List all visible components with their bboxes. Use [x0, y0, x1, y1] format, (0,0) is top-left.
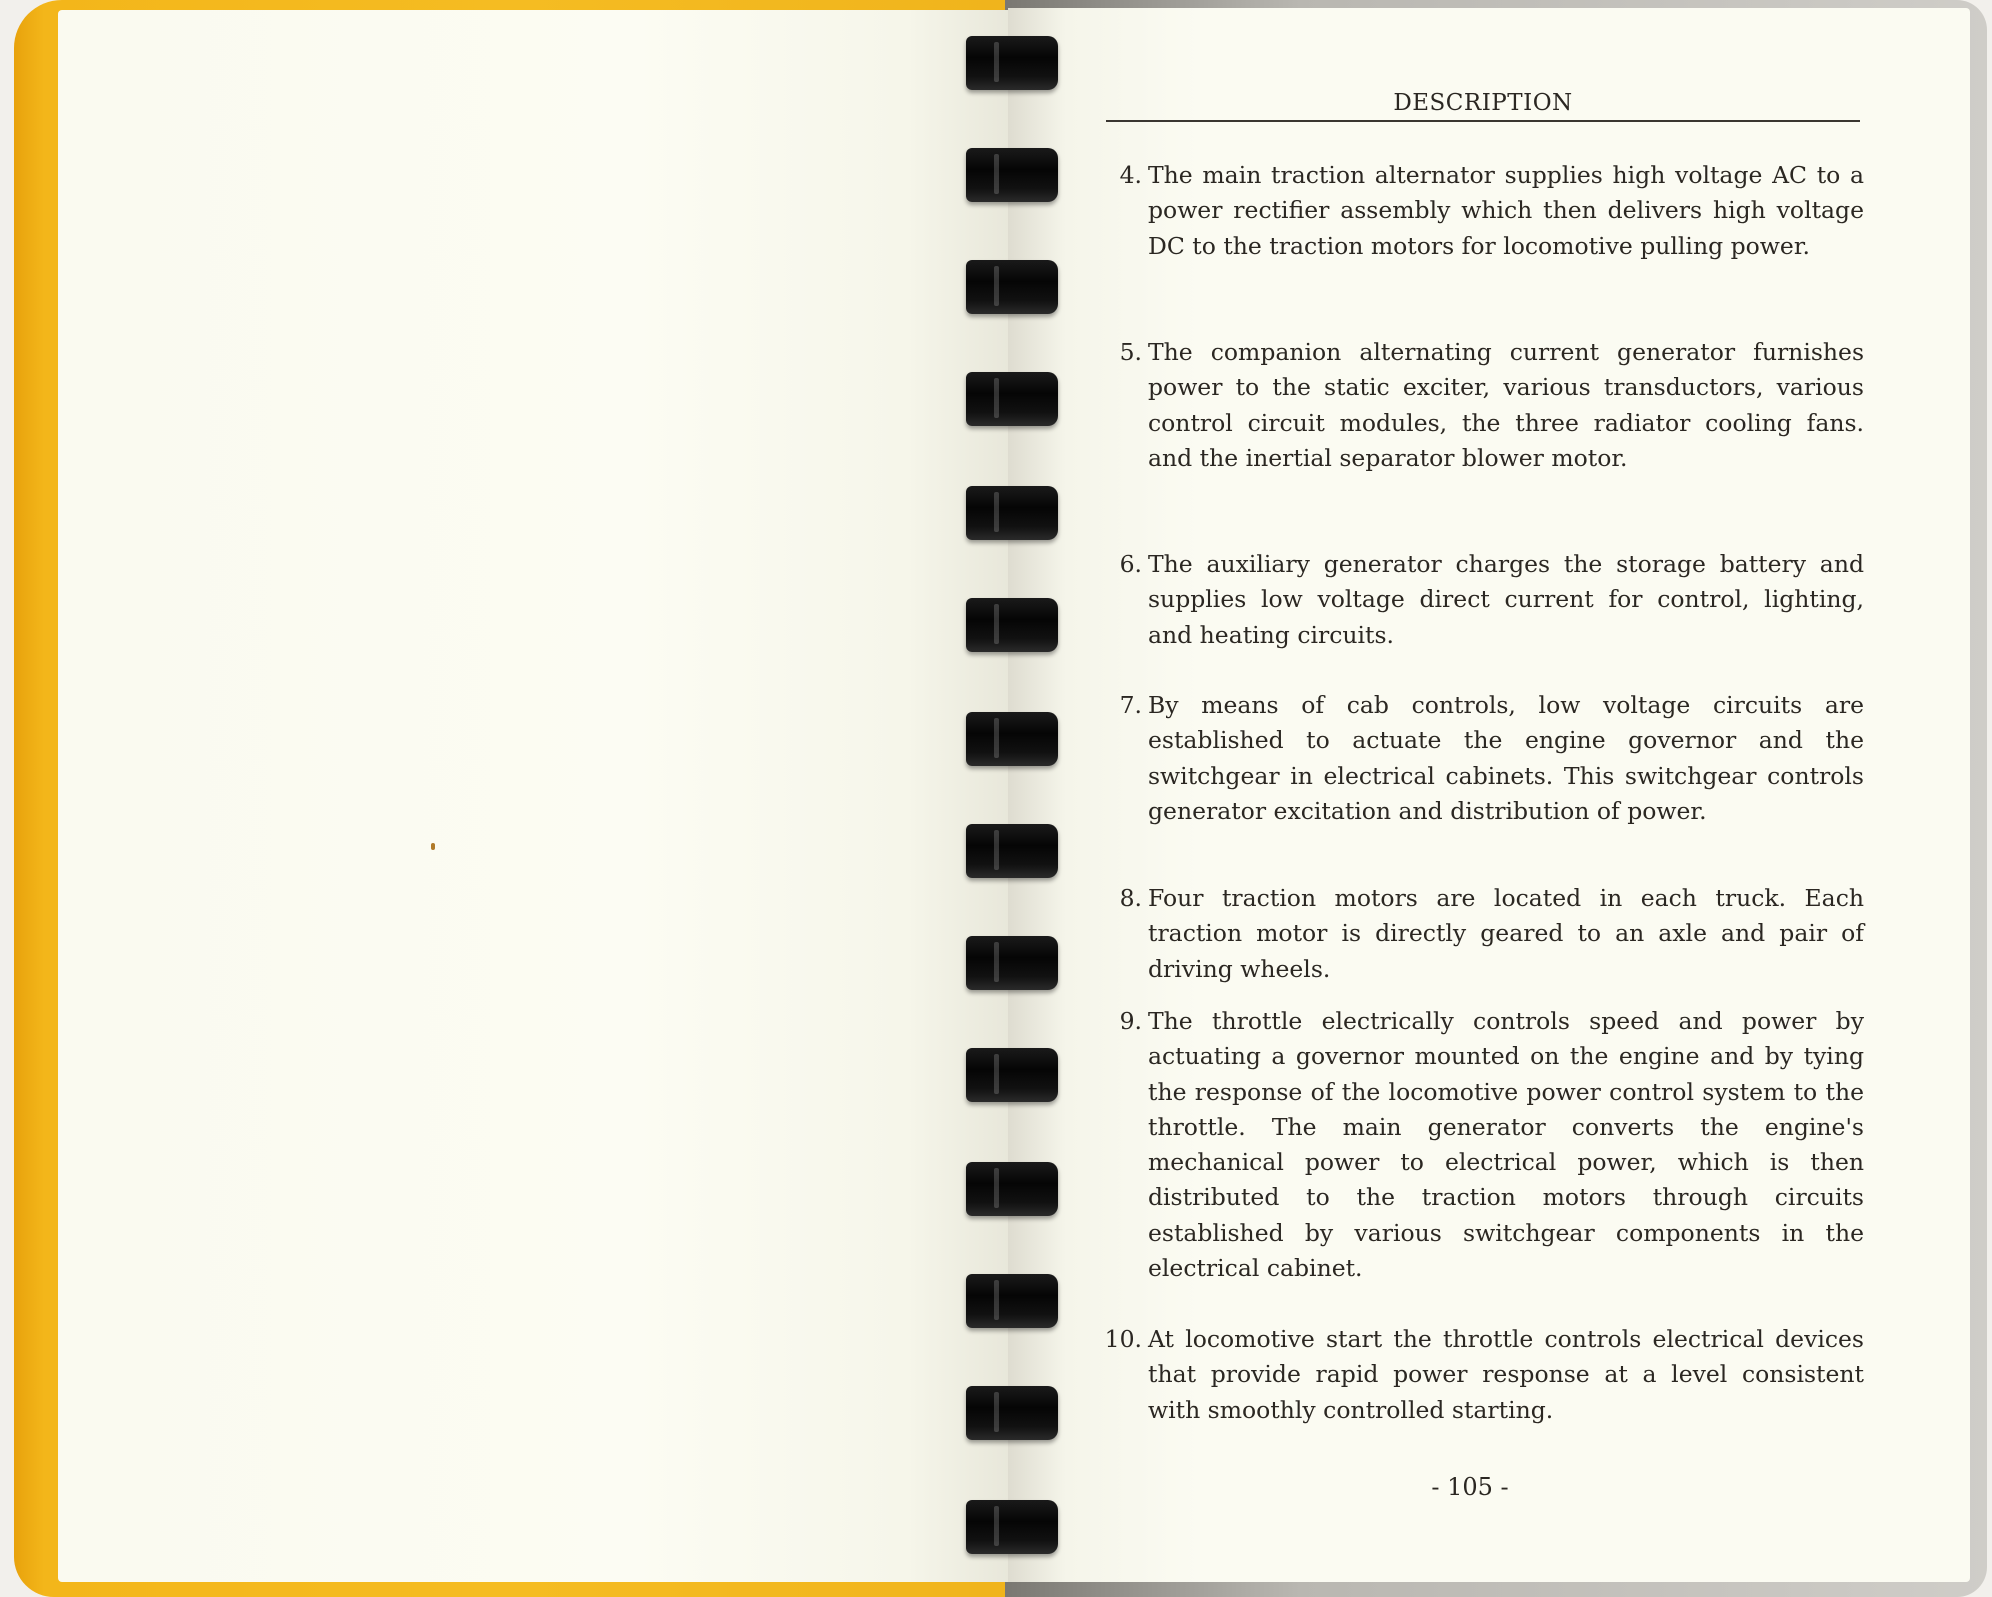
- list-item: [1096, 1322, 1866, 1428]
- binding-ring: [966, 598, 1058, 652]
- binding-ring: [966, 260, 1058, 314]
- spiral-binding: [950, 0, 1070, 1597]
- list-item: [1096, 335, 1866, 476]
- item-text: The companion alternating current generator furnishes power to the static exciter, various transductors, various control circuit modules, the three radiator cooling fans. and the inertial separator blower motor.: [1148, 338, 1864, 472]
- binding-ring: [966, 1386, 1058, 1440]
- blank-left-page: [58, 10, 1022, 1582]
- binding-ring: [966, 148, 1058, 202]
- binding-ring: [966, 824, 1058, 878]
- binding-ring: [966, 1500, 1058, 1554]
- binding-ring: [966, 1048, 1058, 1102]
- list-item: [1096, 688, 1866, 829]
- item-number: 6.: [1119, 550, 1142, 578]
- binding-ring: [966, 36, 1058, 90]
- list-item: [1096, 1004, 1866, 1286]
- list-item: [1096, 881, 1866, 987]
- binding-ring: [966, 1274, 1058, 1328]
- item-number: 5.: [1119, 338, 1142, 366]
- section-header: DESCRIPTION: [1106, 90, 1860, 122]
- item-text: At locomotive start the throttle controls electrical devices that provide rapid power response at a level consistent with smoothly controlled starting.: [1148, 1325, 1864, 1424]
- list-item: [1096, 158, 1866, 264]
- item-number: 4.: [1119, 161, 1142, 189]
- binding-ring: [966, 486, 1058, 540]
- item-number: 7.: [1119, 691, 1142, 719]
- item-text: By means of cab controls, low voltage circuits are established to actuate the engine governor and the switchgear in electrical cabinets. This switchgear controls generator excitation and distribution of power.: [1148, 691, 1864, 825]
- item-text: The auxiliary generator charges the storage battery and supplies low voltage direct current for control, lighting, and heating circuits.: [1148, 550, 1864, 649]
- list-item: [1096, 547, 1866, 653]
- page-number: - 105 -: [1431, 1473, 1509, 1501]
- binding-ring: [966, 936, 1058, 990]
- binding-ring: [966, 1162, 1058, 1216]
- item-text: The throttle electrically controls speed and power by actuating a governor mounted on the engine and by tying the response of the locomotive power control system to the throttle. The main generator converts the engine's mechanical power to electrical power, which is then distributed to the traction motors through circuits established by various switchgear components in the electrical cabinet.: [1148, 1007, 1864, 1283]
- item-number: 10.: [1104, 1325, 1142, 1353]
- binding-ring: [966, 372, 1058, 426]
- item-text: The main traction alternator supplies high voltage AC to a power rectifier assembly which then delivers high voltage DC to the traction motors for locomotive pulling power.: [1148, 161, 1864, 260]
- binding-ring: [966, 712, 1058, 766]
- item-number: 9.: [1119, 1007, 1142, 1035]
- page-speck: [431, 843, 435, 850]
- item-text: Four traction motors are located in each truck. Each traction motor is directly geared to an axle and pair of driving wheels.: [1148, 884, 1864, 983]
- item-number: 8.: [1119, 884, 1142, 912]
